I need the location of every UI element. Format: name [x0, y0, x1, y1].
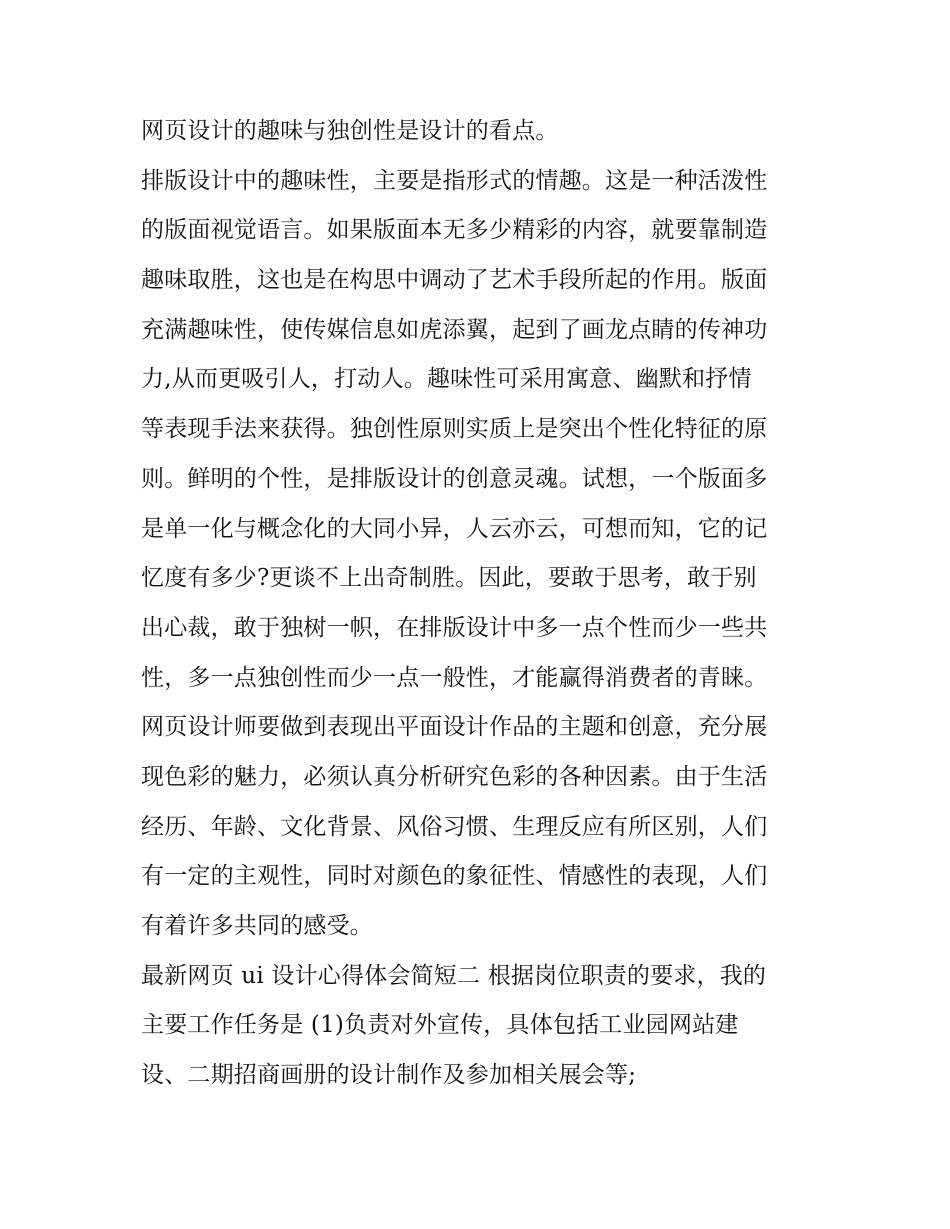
text-line: 有一定的主观性，同时对颜色的象征性、情感性的表现，人们 — [141, 863, 768, 890]
text-line: 现色彩的魅力，必须认真分析研究色彩的各种因素。由于生活 — [141, 763, 768, 790]
text-line: 力,从而更吸引人，打动人。趣味性可采用寓意、幽默和抒情 — [141, 366, 752, 393]
text-line: 经历、年龄、文化背景、风俗习惯、生理反应有所区别，人们 — [141, 813, 768, 840]
text-line: 出心裁，敢于独树一帜，在排版设计中多一点个性而少一些共 — [141, 614, 768, 641]
text-line: 有着许多共同的感受。 — [141, 913, 373, 939]
text-line: 主要工作任务是 (1)负责对外宣传，具体包括工业园网站建 — [141, 1012, 739, 1039]
text-line: 是单一化与概念化的大同小异，人云亦云，可想而知，它的记 — [141, 515, 768, 542]
text-line: 充满趣味性，使传媒信息如虎添翼，起到了画龙点睛的传神功 — [141, 316, 768, 343]
text-line: 设、二期招商画册的设计制作及参加相关展会等; — [141, 1062, 637, 1089]
text-line: 则。鲜明的个性，是排版设计的创意灵魂。试想，一个版面多 — [141, 465, 768, 492]
text-line: 网页设计的趣味与独创性是设计的看点。 — [141, 118, 559, 144]
text-line: 趣味取胜，这也是在构思中调动了艺术手段所起的作用。版面 — [141, 267, 768, 294]
text-line: 的版面视觉语言。如果版面本无多少精彩的内容，就要靠制造 — [141, 217, 768, 244]
text-line: 性，多一点独创性而少一点一般性，才能赢得消费者的青睐。 — [141, 664, 768, 691]
text-line: 网页设计师要做到表现出平面设计作品的主题和创意，充分展 — [141, 714, 768, 741]
body-text — [141, 107, 841, 1101]
text-line: 最新网页 ui 设计心得体会简短二 根据岗位职责的要求，我的 — [141, 962, 767, 989]
text-line: 忆度有多少?更谈不上出奇制胜。因此，要敢于思考，敢于别 — [141, 565, 757, 592]
text-line: 排版设计中的趣味性，主要是指形式的情趣。这是一种活泼性 — [141, 167, 768, 194]
text-line: 等表现手法来获得。独创性原则实质上是突出个性化特征的原 — [141, 416, 768, 443]
